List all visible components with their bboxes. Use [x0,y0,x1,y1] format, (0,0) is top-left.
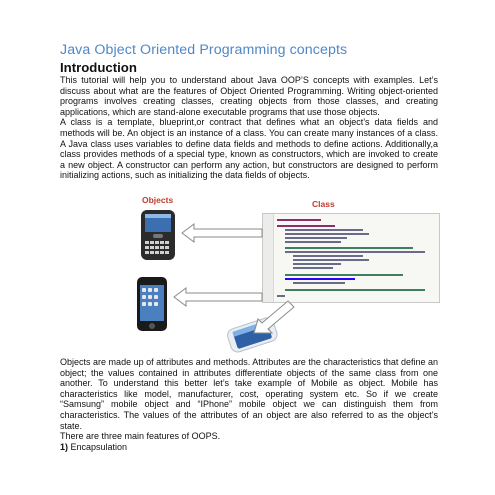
code-line [277,225,335,227]
code-line [293,267,333,269]
code-line [293,282,345,284]
class-label: Class [312,198,335,209]
code-line [285,251,425,253]
code-line [293,255,363,257]
code-line [285,233,369,235]
list-item [60,442,438,453]
arrow-to-samsung-icon [250,297,296,337]
objects-label: Objects [142,194,174,205]
section-heading: Introduction [60,60,137,75]
code-line [285,247,413,249]
blackberry-phone-image [138,209,178,261]
class-code-screenshot [262,213,440,303]
code-gutter [263,214,274,302]
code-line [285,289,425,291]
code-line [293,259,369,261]
code-line [277,219,321,221]
arrow-to-blackberry-icon [180,223,264,243]
document-page [60,42,438,453]
paragraph-objects: Objects are made up of attributes and methods. Attributes are the characteristics that define an object; the values contained in attributes differentiate objects of the same class from one another. To understand this better let’s take example of Mobile as object. Mobile has characteristics like model, manufacturer, cost, operating system etc. So if we create “Samsung” mobile object and “IPhone” mobile object we can distinguish them from characteristics. The values of the attributes of an object are also referred to as the object’s state. [60,356,438,431]
list-item-number: 1) [60,441,69,452]
paragraph-intro: This tutorial will help you to understand about Java OOP’S concepts with examples. Let’s discuss about what are the features of Object Oriented Programming. Writing object-oriented programs involves creating classes, creating objects from those classes, and creating applications, which are stand-alone executable programs that use those objects. [60,75,438,117]
code-line [293,263,341,265]
document-title: Java Object Oriented Programming concepts [60,42,348,58]
paragraph-features: There are three main features of OOPS. [60,431,221,442]
code-line [285,237,347,239]
code-line [285,229,363,231]
code-line [285,274,403,276]
objects-class-figure [60,193,438,356]
code-line [285,241,341,243]
iphone-image [136,276,168,332]
paragraph-class-definition: A class is a template, blueprint,or contract that defines what an object’s data fields and methods will be. An object is an instance of a class. You can create many instances of a class. A Java class uses variables to define data fields and methods to define actions. Additionally,a class provides methods of a special type, known as constructors, which are invoked to create a new object. A constructor can perform any action, but constructors are designed to perform initializing actions, such as initializing the data fields of objects. [60,117,438,181]
list-item-text: Encapsulation [68,441,128,452]
code-line [285,278,355,280]
